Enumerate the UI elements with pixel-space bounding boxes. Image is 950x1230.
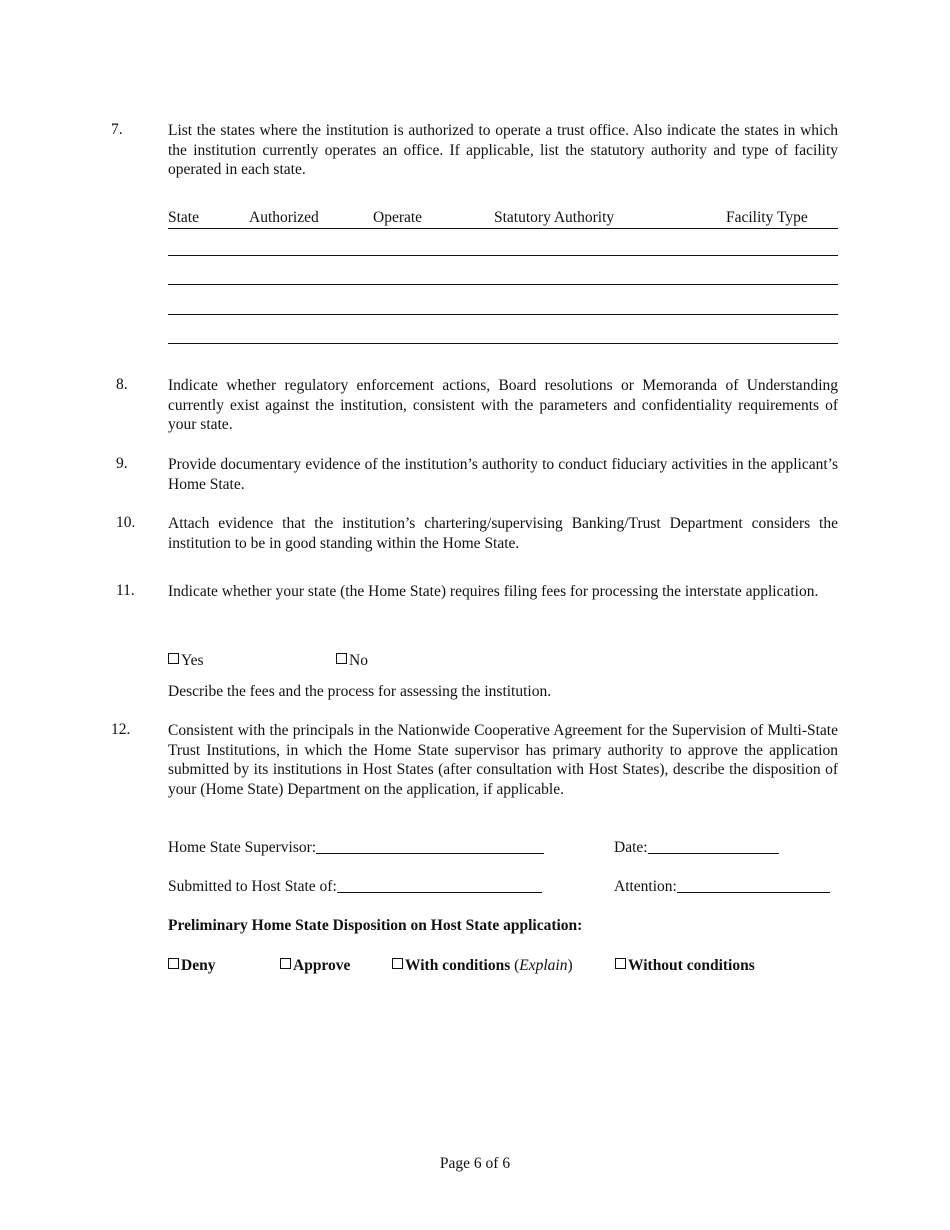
item-7-text: List the states where the institution is authorized to operate a trust office. Also indicate the states in which the institution currently operates an office. If applicable, list the statutory authority and type of facility operated in each state.	[168, 122, 838, 179]
submitted-host-state-field[interactable]	[168, 878, 542, 896]
approve-option[interactable]	[280, 957, 350, 975]
fees-no-option[interactable]	[336, 652, 368, 670]
item-8-text: Indicate whether regulatory enforcement actions, Board resolutions or Memoranda of Understanding currently exist against the institution, consistent with the parameters and confidentiality requirements of your state.	[168, 377, 838, 434]
without-conditions-label: Without conditions	[628, 957, 755, 974]
table-row-line[interactable]	[168, 343, 838, 344]
attention-label: Attention:	[614, 878, 677, 895]
approve-checkbox[interactable]	[280, 958, 291, 969]
date-blank[interactable]	[648, 839, 779, 854]
page-number: Page 6 of 6	[439, 1155, 511, 1172]
explain-label: Explain	[519, 957, 568, 974]
table-row-line[interactable]	[168, 314, 838, 315]
item-9-text: Provide documentary evidence of the institution’s authority to conduct fiduciary activities in the applicant’s Home State.	[168, 456, 838, 493]
with-conditions-option[interactable]: With conditions (Explain)	[392, 957, 573, 975]
disposition-heading: Preliminary Home State Disposition on Host State application:	[168, 917, 583, 934]
item-11-text: Indicate whether your state (the Home State) requires filing fees for processing the interstate application.	[168, 583, 819, 600]
submitted-label: Submitted to Host State of:	[168, 878, 337, 895]
approve-label: Approve	[293, 957, 351, 974]
submitted-blank[interactable]	[337, 878, 542, 893]
col-operate: Operate	[373, 209, 423, 226]
item-number-9: 9.	[116, 455, 128, 472]
without-conditions-checkbox[interactable]	[615, 958, 626, 969]
attention-field[interactable]	[614, 878, 830, 896]
item-10-text: Attach evidence that the institution’s chartering/supervising Banking/Trust Department considers the institution to be in good standing within the Home State.	[168, 515, 838, 552]
deny-label: Deny	[181, 957, 216, 974]
table-row-line[interactable]	[168, 284, 838, 285]
col-authorized: Authorized	[249, 209, 319, 226]
date-label: Date:	[614, 839, 648, 856]
yes-label: Yes	[181, 652, 204, 669]
date-field[interactable]	[614, 839, 779, 857]
fees-yes-option[interactable]	[168, 652, 204, 670]
fees-describe-text: Describe the fees and the process for assessing the institution.	[168, 683, 552, 700]
col-statutory-authority: Statutory Authority	[494, 209, 615, 226]
col-facility-type: Facility Type	[726, 209, 808, 226]
attention-blank[interactable]	[677, 878, 830, 893]
with-conditions-label: With conditions	[405, 957, 511, 974]
supervisor-blank[interactable]	[316, 839, 544, 854]
col-state: State	[168, 209, 199, 226]
home-state-supervisor-field[interactable]	[168, 839, 544, 857]
item-number-8: 8.	[116, 376, 128, 393]
with-conditions-checkbox[interactable]	[392, 958, 403, 969]
item-number-12: 12.	[111, 721, 131, 738]
item-number-7: 7.	[111, 121, 123, 138]
table-row-line[interactable]	[168, 255, 838, 256]
yes-checkbox[interactable]	[168, 653, 179, 664]
item-12-text: Consistent with the principals in the Nationwide Cooperative Agreement for the Supervision of Multi-State Trust Institutions, in which the Home State supervisor has primary authority to approve the application submitted by its institutions in Host States (after consultation with Host States), describe the disposition of your (Home State) Department on the application, if applicable.	[168, 722, 838, 798]
item-number-11: 11.	[116, 582, 135, 599]
no-label: No	[349, 652, 368, 669]
item-number-10: 10.	[116, 514, 136, 531]
without-conditions-option[interactable]	[615, 957, 755, 975]
deny-checkbox[interactable]	[168, 958, 179, 969]
deny-option[interactable]	[168, 957, 215, 975]
trust-office-table-header	[168, 209, 838, 229]
no-checkbox[interactable]	[336, 653, 347, 664]
supervisor-label: Home State Supervisor:	[168, 839, 317, 856]
